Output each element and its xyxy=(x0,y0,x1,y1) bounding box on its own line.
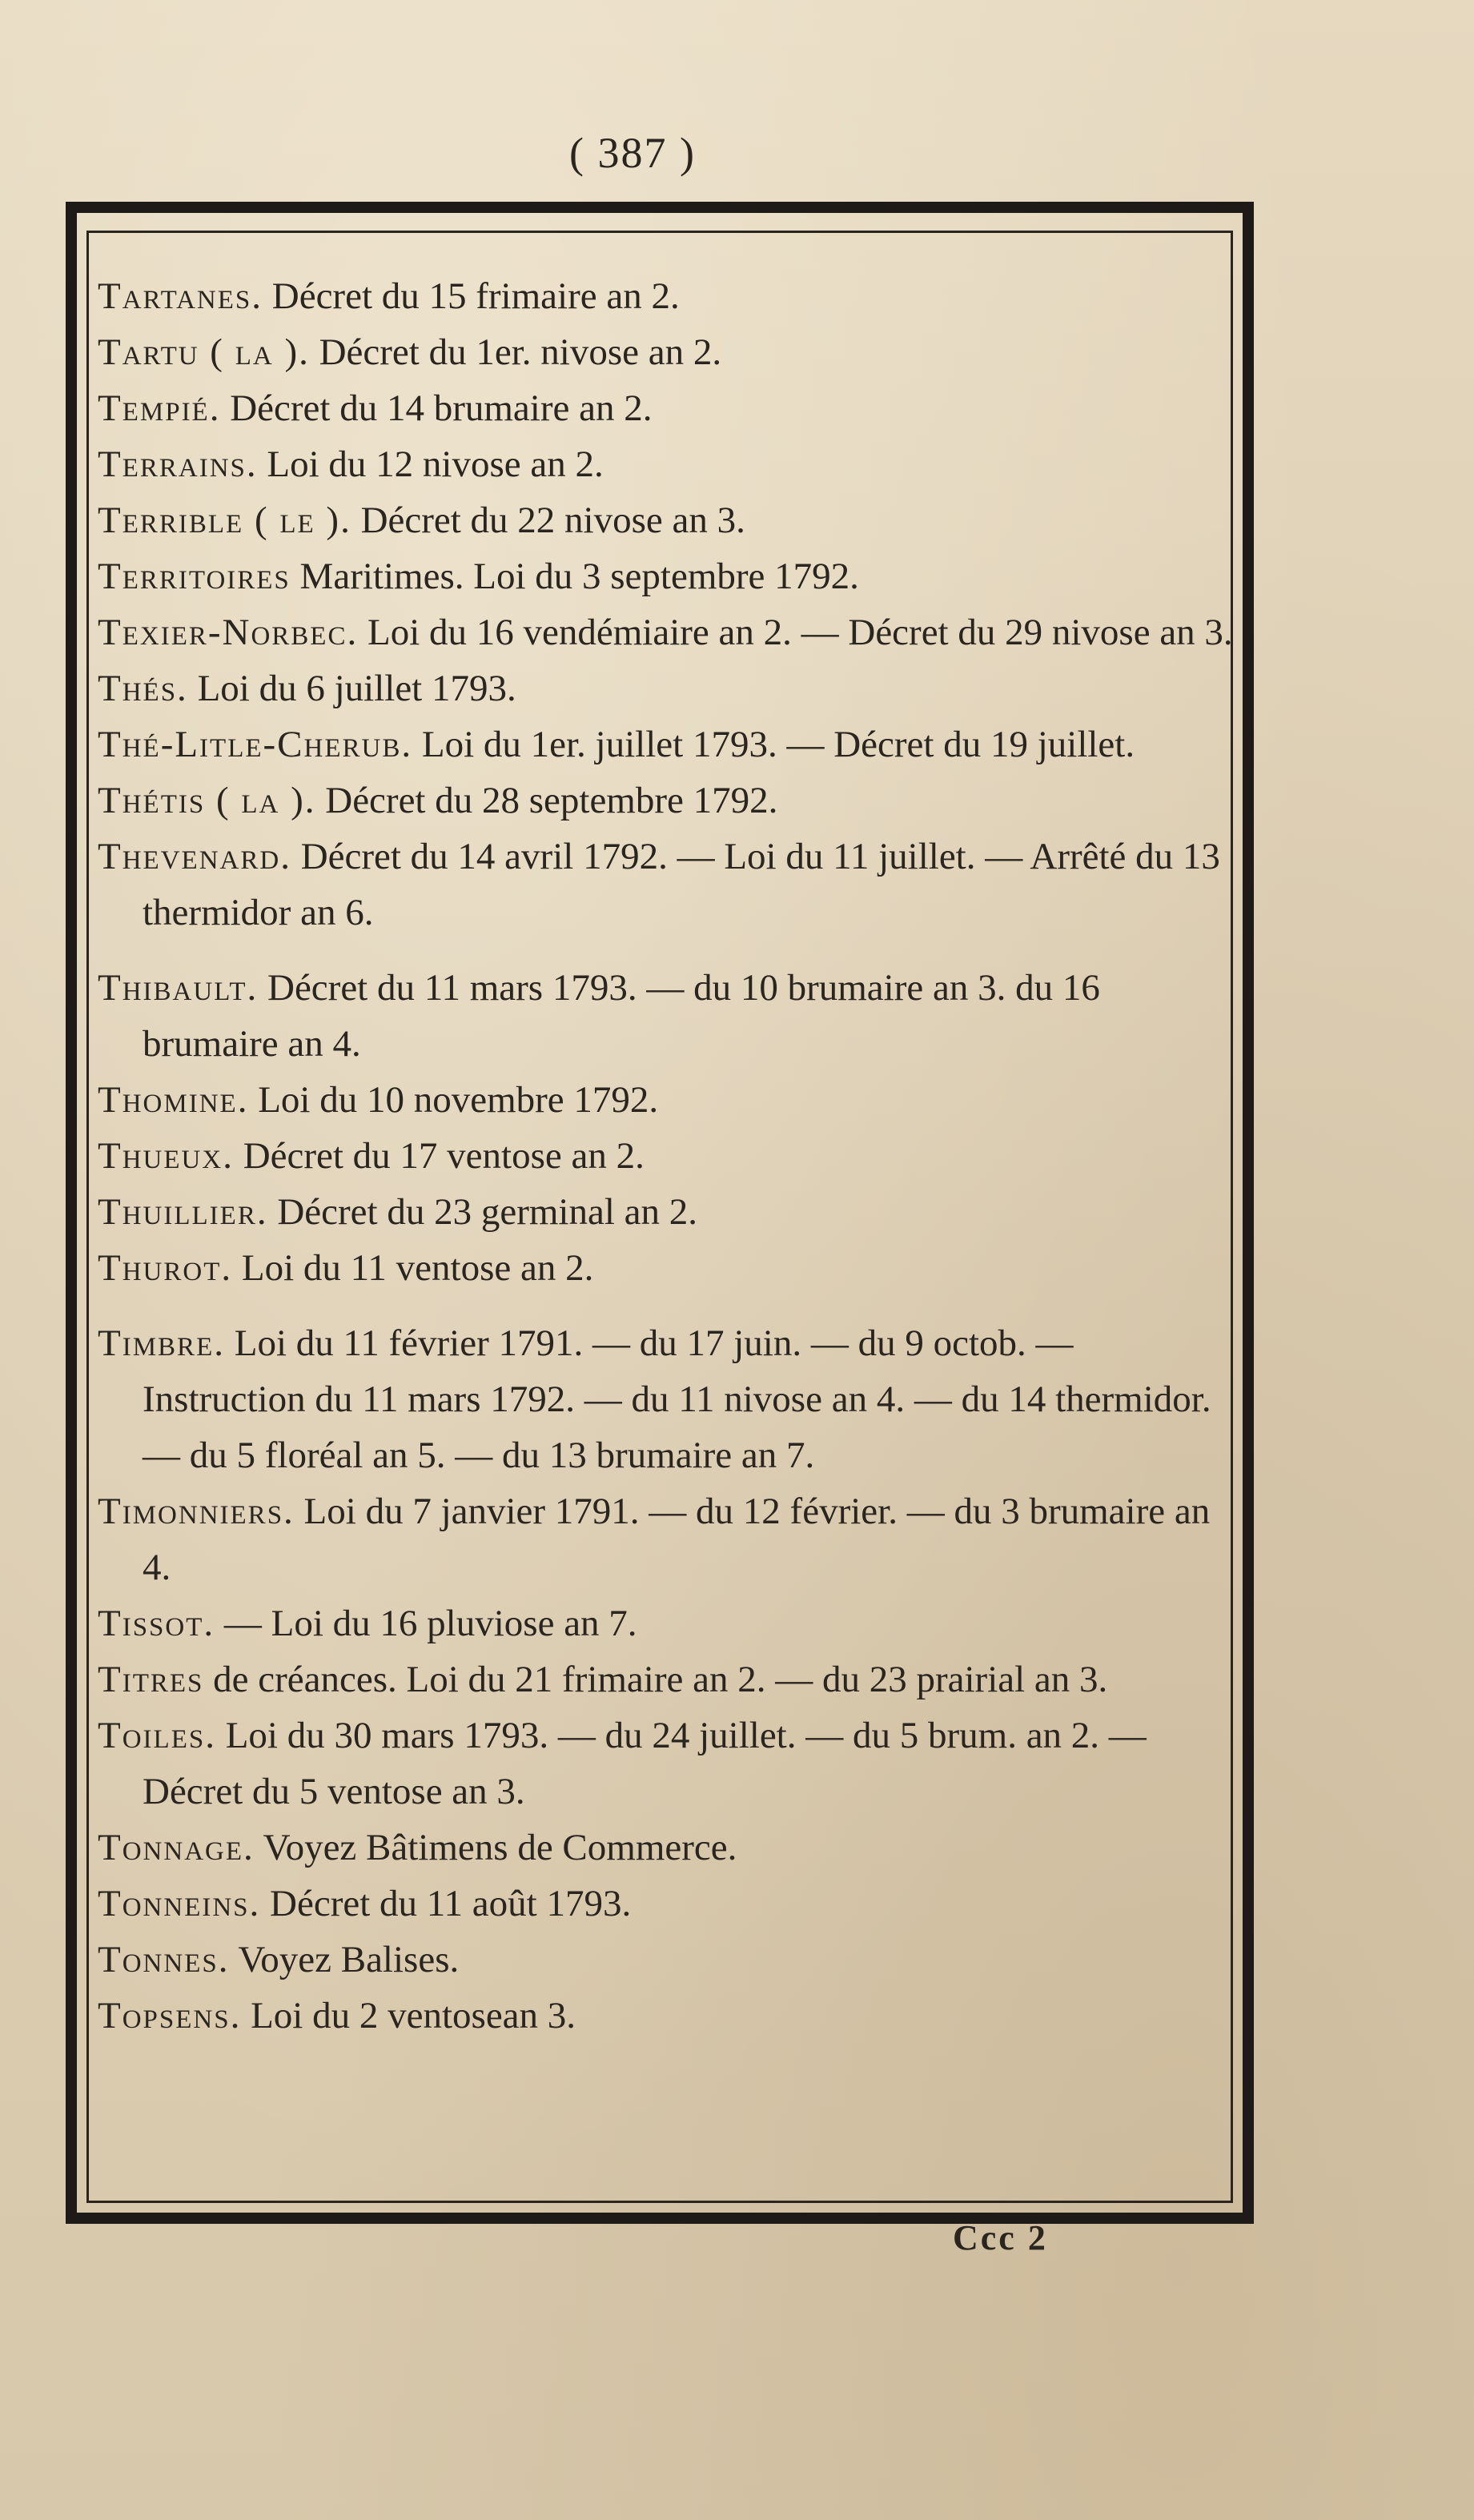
entry-term: Thétis ( la ). xyxy=(98,780,316,821)
index-entry xyxy=(98,1651,1235,1707)
index-entry xyxy=(98,660,1235,716)
index-entry xyxy=(98,716,1235,772)
entry-reference: Loi du 2 ventosean 3. xyxy=(241,1995,576,2036)
index-entry xyxy=(98,268,1235,324)
signature-mark: Ccc 2 xyxy=(953,2218,1048,2257)
index-entry xyxy=(98,1932,1235,1988)
index-entry xyxy=(98,380,1235,436)
entry-term: Terrible ( le ). xyxy=(98,500,351,541)
entry-term: Thés. xyxy=(98,668,188,709)
entry-reference: Décret du 22 nivose an 3. xyxy=(351,500,745,541)
entry-term: Tonnage. xyxy=(98,1827,255,1868)
entry-reference: Décret du 17 ventose an 2. xyxy=(233,1135,645,1177)
index-entry xyxy=(98,1240,1235,1296)
index-entry xyxy=(98,960,1235,1072)
entry-term: Thuillier. xyxy=(98,1191,268,1233)
entry-reference: Décret du 11 août 1793. xyxy=(260,1883,632,1924)
entry-reference: Décret du 28 septembre 1792. xyxy=(315,780,778,821)
entry-term: Tartu ( la ). xyxy=(98,331,310,373)
entry-reference: Décret du 1er. nivose an 2. xyxy=(309,331,722,373)
index-entry xyxy=(98,1184,1235,1240)
entry-reference: Loi du 30 mars 1793. — du 24 juillet. — du 5 brum. an 2. — Décret du 5 ventose an 3. xyxy=(143,1715,1147,1812)
entry-term: Territoires xyxy=(98,556,291,597)
entry-term: Texier-Norbec. xyxy=(98,612,359,653)
entry-term: Timbre. xyxy=(98,1322,225,1364)
entry-term: Timonniers. xyxy=(98,1491,295,1532)
entry-term: Topsens. xyxy=(98,1995,242,2036)
entry-term: Tartanes. xyxy=(98,275,263,317)
page-number: ( 387 ) xyxy=(569,129,696,177)
entry-reference: Loi du 6 juillet 1793. xyxy=(187,668,516,709)
entry-term: Tonnes. xyxy=(98,1939,230,1980)
entry-term: Tempié. xyxy=(98,387,221,429)
entry-term: Titres xyxy=(98,1659,204,1700)
entry-reference: Décret du 14 avril 1792. — Loi du 11 juillet. — Arrêté du 13 thermidor an 6. xyxy=(143,836,1220,933)
entry-term: Thevenard. xyxy=(98,836,291,877)
entry-reference: de créances. Loi du 21 frimaire an 2. — du 23 prairial an 3. xyxy=(203,1659,1108,1700)
entry-reference: Loi du 1er. juillet 1793. — Décret du 19 juillet. xyxy=(412,724,1135,765)
entry-term: Tonneins. xyxy=(98,1883,261,1924)
entry-reference: Loi du 7 janvier 1791. — du 12 février. — du 3 brumaire an 4. xyxy=(143,1491,1211,1588)
index-entry xyxy=(98,772,1235,829)
entry-reference: — Loi du 16 pluviose an 7. xyxy=(215,1603,637,1644)
index-entry xyxy=(98,1707,1235,1820)
entry-reference: Loi du 11 ventose an 2. xyxy=(232,1247,594,1289)
entry-term: Thibault. xyxy=(98,967,259,1009)
entry-term: Thé-Litle-Cherub. xyxy=(98,724,413,765)
entry-reference: Voyez Bâtimens de Commerce. xyxy=(254,1827,737,1868)
entry-reference: Voyez Balises. xyxy=(229,1939,460,1980)
entry-reference: Décret du 11 mars 1793. — du 10 brumaire an 3. du 16 brumaire an 4. xyxy=(143,967,1100,1065)
entry-term: Thurot. xyxy=(98,1247,233,1289)
index-entry xyxy=(98,492,1235,548)
index-entry xyxy=(98,1072,1235,1128)
entry-reference: Loi du 10 novembre 1792. xyxy=(248,1079,659,1121)
entry-term: Terrains. xyxy=(98,443,258,485)
entry-term: Tissot. xyxy=(98,1603,215,1644)
index-entry xyxy=(98,1483,1235,1595)
index-entry xyxy=(98,829,1235,941)
entry-reference: Loi du 16 vendémiaire an 2. — Décret du 29 nivose an 3. xyxy=(358,612,1233,653)
index-entry xyxy=(98,548,1235,604)
entry-term: Thomine. xyxy=(98,1079,249,1121)
index-entry xyxy=(98,1876,1235,1932)
entry-reference: Décret du 15 frimaire an 2. xyxy=(263,275,680,317)
index-entries xyxy=(98,268,1235,2044)
index-entry xyxy=(98,436,1235,492)
index-entry xyxy=(98,1128,1235,1184)
index-entry xyxy=(98,1315,1235,1483)
entry-term: Thueux. xyxy=(98,1135,234,1177)
index-entry xyxy=(98,324,1235,380)
entry-term: Toiles. xyxy=(98,1715,216,1756)
entry-reference: Décret du 14 brumaire an 2. xyxy=(220,387,653,429)
entry-reference: Loi du 12 nivose an 2. xyxy=(257,443,604,485)
entry-reference: Loi du 11 février 1791. — du 17 juin. — du 9 octob. — Instruction du 11 mars 1792. — du 11 nivose an 4. — du 14 thermidor. — du 5 floréal an 5. — du 13 brumaire an 7. xyxy=(143,1322,1211,1476)
index-entry xyxy=(98,604,1235,660)
index-entry xyxy=(98,1820,1235,1876)
index-entry xyxy=(98,1595,1235,1651)
entry-reference: Maritimes. Loi du 3 septembre 1792. xyxy=(290,556,859,597)
index-entry xyxy=(98,1988,1235,2044)
entry-reference: Décret du 23 germinal an 2. xyxy=(267,1191,697,1233)
